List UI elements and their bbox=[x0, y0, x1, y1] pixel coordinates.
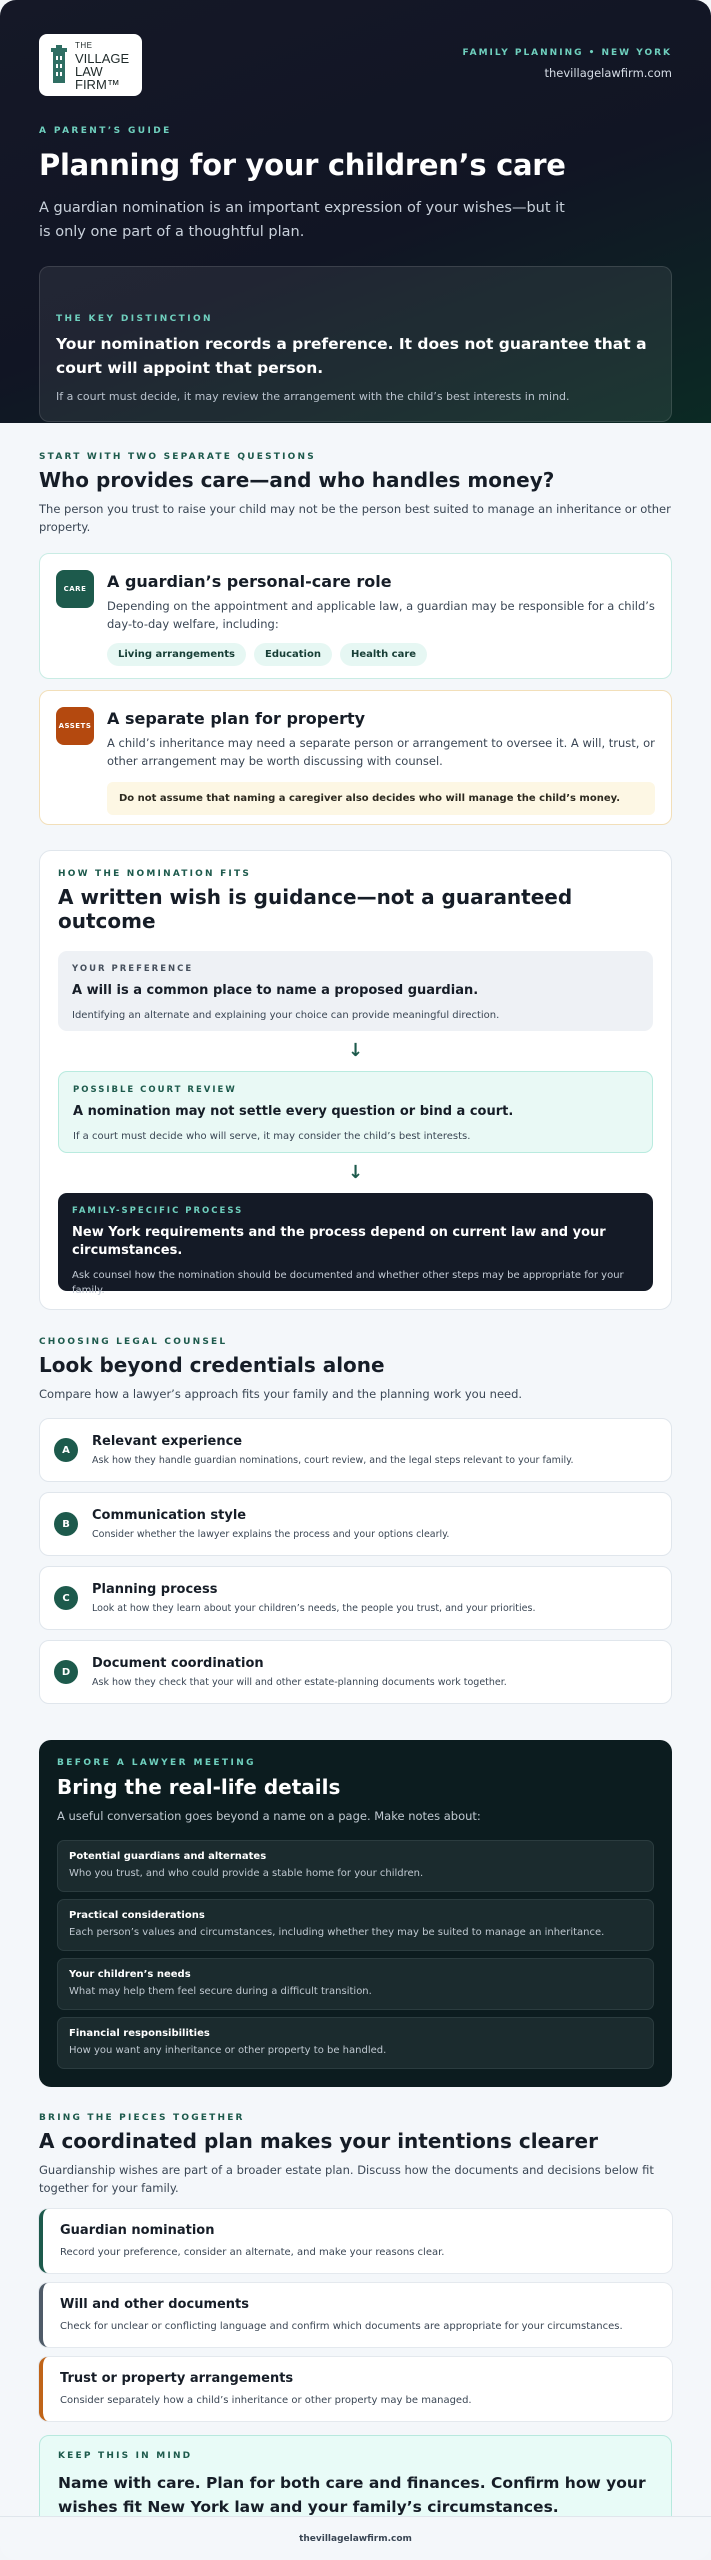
step-title: New York requirements and the process depend on current law and your circumstances. bbox=[72, 1225, 606, 1258]
page-title: Planning for your children’s care bbox=[39, 148, 566, 182]
chip-health: Health care bbox=[340, 643, 427, 666]
key-note: If a court must decide, it may review the arrangement with the child’s best interests in mind. bbox=[56, 390, 570, 403]
counsel-item-documents bbox=[39, 1640, 672, 1704]
counsel-title: Look beyond credentials alone bbox=[39, 1353, 385, 1377]
nomination-panel bbox=[39, 850, 672, 1310]
tower-icon bbox=[49, 45, 69, 85]
nomination-eyebrow: HOW THE NOMINATION FITS bbox=[58, 869, 252, 879]
questions-lead: The person you trust to raise your child may not be the person best suited to manage an inheritance or other property. bbox=[39, 502, 671, 534]
bring-item-title: Financial responsibilities bbox=[69, 2028, 210, 2039]
questions-section bbox=[0, 452, 711, 825]
counsel-item-experience bbox=[39, 1418, 672, 1482]
assets-badge: ASSETS bbox=[56, 707, 94, 745]
counsel-item-text: Ask how they handle guardian nominations, court review, and the legal steps relevant to your family. bbox=[92, 1455, 574, 1466]
counsel-item-title: Document coordination bbox=[92, 1656, 264, 1671]
piece-title: Will and other documents bbox=[60, 2297, 250, 2312]
bring-item-text: Each person’s values and circumstances, including whether they may be suited to manage an inheritance. bbox=[69, 1927, 605, 1938]
step-court-review bbox=[58, 1071, 653, 1153]
assets-warning: Do not assume that naming a caregiver also decides who will manage the child’s money. bbox=[107, 782, 655, 815]
bring-eyebrow: BEFORE A LAWYER MEETING bbox=[57, 1758, 256, 1768]
bring-item-text: Who you trust, and who could provide a stable home for your children. bbox=[69, 1868, 424, 1879]
assets-card bbox=[39, 690, 672, 825]
nomination-section bbox=[0, 850, 711, 1310]
hero-eyebrow: A PARENT’S GUIDE bbox=[39, 126, 172, 136]
step-label: POSSIBLE COURT REVIEW bbox=[73, 1085, 237, 1095]
keep-text: Name with care. Plan for both care and finances. Confirm how your wishes fit New York law and your family’s circumstances. bbox=[58, 2474, 646, 2516]
piece-text: Consider separately how a child’s inheritance or other property may be managed. bbox=[60, 2395, 472, 2406]
care-text: Depending on the appointment and applicable law, a guardian may be responsible for a child’s day-to-day welfare, including: bbox=[107, 599, 655, 631]
step-title: A nomination may not settle every question or bind a court. bbox=[73, 1104, 514, 1119]
piece-guardian bbox=[39, 2209, 672, 2273]
footer-site-link[interactable]: thevillagelawfirm.com bbox=[0, 2516, 711, 2560]
nomination-title: A written wish is guidance—not a guaranteed outcome bbox=[58, 885, 573, 933]
counsel-badge: D bbox=[54, 1660, 78, 1684]
bring-item-title: Your children’s needs bbox=[69, 1969, 191, 1980]
logo[interactable] bbox=[39, 34, 142, 96]
bring-item-text: What may help them feel secure during a difficult transition. bbox=[69, 1986, 372, 1997]
assets-title: A separate plan for property bbox=[107, 709, 366, 728]
key-distinction-box bbox=[39, 266, 672, 422]
counsel-badge: A bbox=[54, 1438, 78, 1462]
piece-text: Record your preference, consider an alternate, and make your reasons clear. bbox=[60, 2247, 445, 2258]
step-text: Ask counsel how the nomination should be documented and whether other steps may be appropriate for your family. bbox=[72, 1270, 624, 1296]
header-kicker: FAMILY PLANNING • NEW YORK bbox=[462, 48, 672, 58]
counsel-item-text: Look at how they learn about your children’s needs, the people you trust, and your priorities. bbox=[92, 1603, 536, 1614]
step-text: Identifying an alternate and explaining your choice can provide meaningful direction. bbox=[72, 1010, 500, 1021]
piece-title: Trust or property arrangements bbox=[60, 2371, 294, 2386]
pieces-title: A coordinated plan makes your intentions clearer bbox=[39, 2129, 598, 2153]
counsel-eyebrow: CHOOSING LEGAL COUNSEL bbox=[39, 1337, 228, 1347]
hero-lead: A guardian nomination is an important expression of your wishes—but it is only one part of a thoughtful plan. bbox=[39, 200, 565, 240]
bring-panel bbox=[39, 1740, 672, 2087]
step-title: A will is a common place to name a proposed guardian. bbox=[72, 983, 479, 998]
bring-item-title: Potential guardians and alternates bbox=[69, 1851, 267, 1862]
chip-living: Living arrangements bbox=[107, 643, 246, 666]
counsel-item-title: Planning process bbox=[92, 1582, 218, 1597]
questions-title: Who provides care—and who handles money? bbox=[39, 468, 555, 492]
questions-eyebrow: START WITH TWO SEPARATE QUESTIONS bbox=[39, 452, 316, 462]
bring-item-needs bbox=[57, 1958, 654, 2010]
key-eyebrow: THE KEY DISTINCTION bbox=[56, 314, 213, 324]
pieces-eyebrow: BRING THE PIECES TOGETHER bbox=[39, 2113, 245, 2123]
counsel-item-title: Communication style bbox=[92, 1508, 247, 1523]
arrow-down-icon: ↓ bbox=[347, 1162, 364, 1183]
chip-education: Education bbox=[254, 643, 332, 666]
bring-item-financial bbox=[57, 2017, 654, 2069]
counsel-item-text: Consider whether the lawyer explains the process and your options clearly. bbox=[92, 1529, 450, 1540]
bring-item-title: Practical considerations bbox=[69, 1910, 205, 1921]
bring-section bbox=[0, 1740, 711, 2087]
counsel-badge: C bbox=[54, 1586, 78, 1610]
pieces-lead: Guardianship wishes are part of a broader estate plan. Discuss how the documents and decisions below fit together for your family. bbox=[39, 2163, 654, 2195]
keep-eyebrow: KEEP THIS IN MIND bbox=[58, 2451, 193, 2461]
arrow-down-icon: ↓ bbox=[347, 1040, 364, 1061]
counsel-section bbox=[0, 1337, 711, 1704]
step-label: YOUR PREFERENCE bbox=[72, 964, 194, 974]
bring-item-text: How you want any inheritance or other property to be handled. bbox=[69, 2045, 387, 2056]
counsel-lead: Compare how a lawyer’s approach fits your family and the planning work you need. bbox=[39, 1387, 523, 1401]
step-family-process bbox=[58, 1193, 653, 1296]
bring-lead: A useful conversation goes beyond a name on a page. Make notes about: bbox=[57, 1809, 481, 1823]
piece-title: Guardian nomination bbox=[60, 2223, 215, 2238]
bring-item-guardians bbox=[57, 1840, 654, 1892]
piece-will bbox=[39, 2283, 672, 2347]
piece-trust bbox=[39, 2357, 672, 2421]
counsel-item-title: Relevant experience bbox=[92, 1434, 243, 1449]
hero bbox=[0, 0, 711, 423]
bring-title: Bring the real-life details bbox=[57, 1775, 341, 1799]
step-preference bbox=[58, 951, 653, 1031]
counsel-item-communication bbox=[39, 1492, 672, 1556]
care-card bbox=[39, 553, 672, 679]
key-title: Your nomination records a preference. It does not guarantee that a court will appoint that person. bbox=[56, 335, 647, 377]
piece-text: Check for unclear or conflicting language and confirm which documents are appropriate for your circumstances. bbox=[60, 2321, 623, 2332]
counsel-item-planning bbox=[39, 1566, 672, 1630]
care-title: A guardian’s personal-care role bbox=[107, 572, 392, 591]
assets-text: A child’s inheritance may need a separate person or arrangement to oversee it. A will, trust, or other arrangement may be worth discussing with counsel. bbox=[107, 736, 655, 768]
step-label: FAMILY-SPECIFIC PROCESS bbox=[72, 1206, 244, 1216]
logo-wordmark: THE VILLAGE LAW FIRM™ bbox=[75, 41, 130, 92]
bring-item-practical bbox=[57, 1899, 654, 1951]
step-text: If a court must decide who will serve, it may consider the child’s best interests. bbox=[73, 1131, 471, 1142]
pieces-section bbox=[0, 2113, 711, 2421]
care-badge: CARE bbox=[56, 570, 94, 608]
header-site-link[interactable]: thevillagelawfirm.com bbox=[544, 66, 672, 80]
counsel-badge: B bbox=[54, 1512, 78, 1536]
counsel-item-text: Ask how they check that your will and other estate-planning documents work together. bbox=[92, 1677, 507, 1688]
